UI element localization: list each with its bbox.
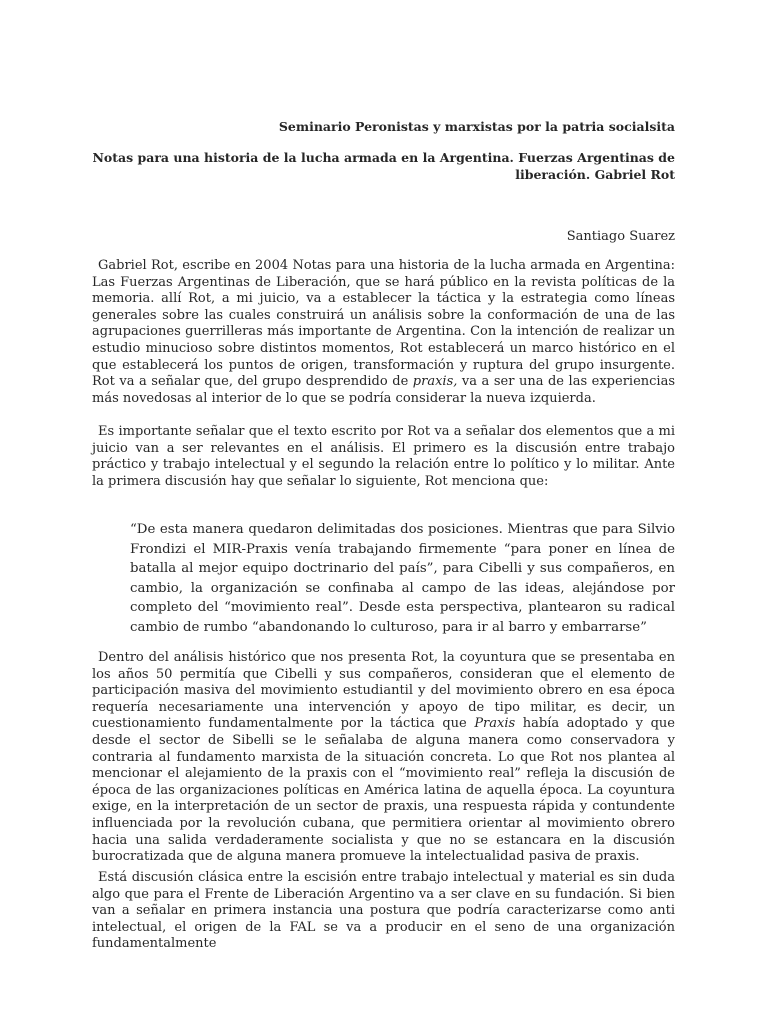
author-name: Santiago Suarez (566, 229, 675, 244)
paragraph-3-text-a: Dentro del análisis histórico que nos presenta Rot, la coyuntura que se presentaba en los años 50 permitía que Cibelli y sus compañeros, consideran que el elemento de participación masiva del movimiento estudiantil y del movimiento obrero en esa época requería necesariamente una intervención y apoyo de tipo militar, es decir, un cuestionamiento fundamentalmente por la táctica que (92, 650, 675, 732)
paragraph-3 (92, 650, 675, 866)
paragraph-3-emphasis: Praxis (474, 716, 516, 732)
paragraph-1-text-a: Gabriel Rot, escribe en 2004 Notas para una historia de la lucha armada en Argentina: Las Fuerzas Argentinas de Liberación, que se hará público en la revista políticas de la memoria. allí Rot, a mi juicio, va a establecer la táctica y la estrategia como líneas generales sobre las cuales construirá un análisis sobre la conformación de una de las agrupaciones guerrilleras más importante de Argentina. Con la intención de realizar un estudio minucioso sobre distintos momentos, Rot establecerá un marco histórico en el que establecerá los puntos de origen, transformación y ruptura del grupo insurgente. Rot va a señalar que, del grupo desprendido de (92, 258, 675, 390)
paragraph-1-emphasis: praxis, (412, 374, 458, 390)
paragraph-1 (92, 258, 675, 407)
block-quote: “De esta manera quedaron delimitadas dos posiciones. Mientras que para Silvio Frondizi el MIR-Praxis venía trabajando firmemente “para poner en línea de batalla al mejor equipo doctrinario del país”, para Cibelli y sus compañeros, en cambio, la organización se confinaba al campo de las ideas, alejándose por completo del “movimiento real”. Desde esta perspectiva, plantearon su radical cambio de rumbo “abandonando lo culturoso, para ir al barro y embarrarse” (130, 522, 675, 635)
paragraph-2: Es importante señalar que el texto escrito por Rot va a señalar dos elementos que a mi juicio van a ser relevantes en el análisis. El primero es la discusión entre trabajo práctico y trabajo intelectual y el segundo la relación entre lo político y lo militar. Ante la primera discusión hay que señalar lo siguiente, Rot menciona que: (92, 424, 675, 489)
paragraph-1-text-b: va a ser una de las experiencias más novedosas al interior de lo que se podría considerar la nueva izquierda. (92, 374, 675, 406)
work-title: Notas para una historia de la lucha armada en la Argentina. Fuerzas Argentinas de liberación. Gabriel Rot (92, 150, 675, 182)
paragraph-3-text-b: había adoptado y que desde el sector de Sibelli se le señalaba de alguna manera como conservadora y contraria al fundamento marxista de la situación concreta. Lo que Rot nos plantea al mencionar el alejamiento de la praxis con el “movimiento real” refleja la discusión de época de las organizaciones políticas en América latina de aquella época. La coyuntura exige, en la interpretación de un sector de praxis, una respuesta rápida y contundente influenciada por la revolución cubana, que permitiera orientar al movimiento obrero hacia una salida verdaderamente socialista y que no se estancara en la discusión burocratizada que de alguna manera promueve la intelectualidad pasiva de praxis. (92, 716, 675, 865)
paragraph-4: Está discusión clásica entre la escisión entre trabajo intelectual y material es sin duda algo que para el Frente de Liberación Argentino va a ser clave en su fundación. Si bien van a señalar en primera instancia una postura que podría caracterizarse como anti intelectual, el origen de la FAL se va a producir en el seno de una organización fundamentalmente (92, 870, 675, 952)
seminar-heading: Seminario Peronistas y marxistas por la patria socialsita (278, 119, 675, 134)
